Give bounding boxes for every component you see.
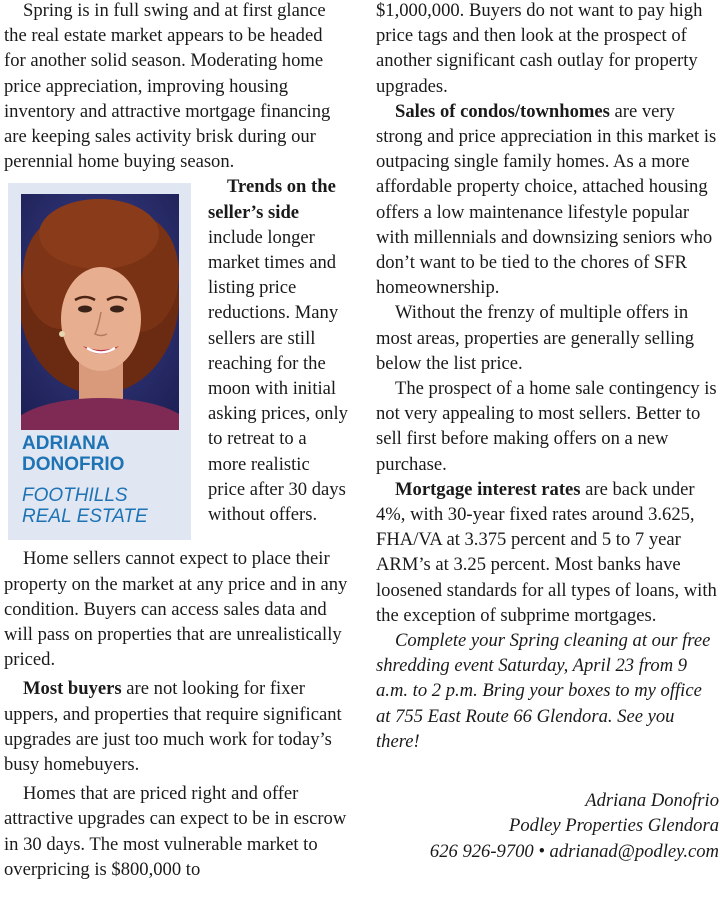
- agent-company-line-2: REAL ESTATE: [22, 506, 148, 528]
- shredding-event-paragraph: Complete your Spring cleaning at our free shredding event Saturday, April 23 from 9 a.m. to 2 p.m. Bring your boxes to my office at 755 East Route 66 Glendora. See you there!: [376, 630, 711, 752]
- right-column: [376, 0, 720, 864]
- sellers-trends-body: include longer market times and listing price reductions. Many sellers are still reaching for the moon with initial asking prices, only to retreat to a more realistic price after 30 days without offers.: [208, 226, 348, 526]
- condos-paragraph: [376, 99, 720, 301]
- left-column: [4, 0, 348, 882]
- most-buyers-body: are not looking for fixer uppers, and properties that require significant upgrades are just too much work for today’s busy homebuyers.: [4, 678, 342, 776]
- most-buyers-paragraph: [4, 676, 348, 777]
- condos-heading: Sales of condos/townhomes: [395, 100, 610, 122]
- contingency-paragraph: The prospect of a home sale contingency is not very appealing to most sellers. Better to sell first before making offers on a new purchase.: [376, 378, 717, 475]
- intro-paragraph: Spring is in full swing and at first glance the real estate market appears to be headed for another solid season. Moderating home price appreciation, improving housing inventory and attractive mortgage financing are keeping sales activity brisk during our perennial home buying season.: [4, 0, 331, 173]
- agent-name: [22, 433, 124, 475]
- agent-company-line-1: FOOTHILLS: [22, 485, 128, 507]
- multiple-offers-paragraph: Without the frenzy of multiple offers in most areas, properties are generally selling below the list price.: [376, 302, 695, 374]
- priced-right-paragraph: Homes that are priced right and offer attractive upgrades can expect to be in escrow in 30 days. The most vulnerable market to overpricing is $800,000 to: [4, 783, 347, 880]
- agent-company: [22, 485, 148, 527]
- signature-company: Podley Properties Glendora: [509, 815, 719, 837]
- agent-profile-box: [8, 183, 191, 540]
- agent-photo: [21, 194, 179, 430]
- mortgage-heading: Mortgage interest rates: [395, 478, 581, 500]
- signature-contact: 626 926-9700 • adrianad@podley.com: [429, 840, 719, 862]
- mortgage-paragraph: [376, 477, 720, 628]
- home-sellers-paragraph: Home sellers cannot expect to place their property on the market at any price and in any condition. Buyers can access sales data and will pass on properties that are unrealistically priced.: [4, 548, 348, 671]
- continued-paragraph: $1,000,000. Buyers do not want to pay high price tags and then look at the prospect of another significant cash outlay for property upgrades.: [376, 0, 703, 97]
- signature-block: [376, 788, 719, 864]
- condos-body: are very strong and price appreciation in this market is outpacing single family homes. As a more affordable property choice, attached housing offers a low maintenance lifestyle popular with millennials and downsizing seniors who don’t want to be tied to the chores of SFR homeownership.: [376, 100, 717, 299]
- mortgage-body: are back under 4%, with 30-year fixed rates around 3.625, FHA/VA at 3.375 percent and 5 to 7 year ARM’s at 3.25 percent. Most banks have loosened standards for all types of loans, with the exception of subprime mortgages.: [376, 478, 717, 626]
- signature-name: Adriana Donofrio: [585, 790, 719, 812]
- sellers-trends-heading: Trends on the seller’s side: [208, 176, 336, 223]
- agent-name-line-1: ADRIANA: [22, 433, 110, 455]
- most-buyers-heading: Most buyers: [23, 678, 122, 700]
- agent-name-line-2: DONOFRIO: [22, 454, 125, 476]
